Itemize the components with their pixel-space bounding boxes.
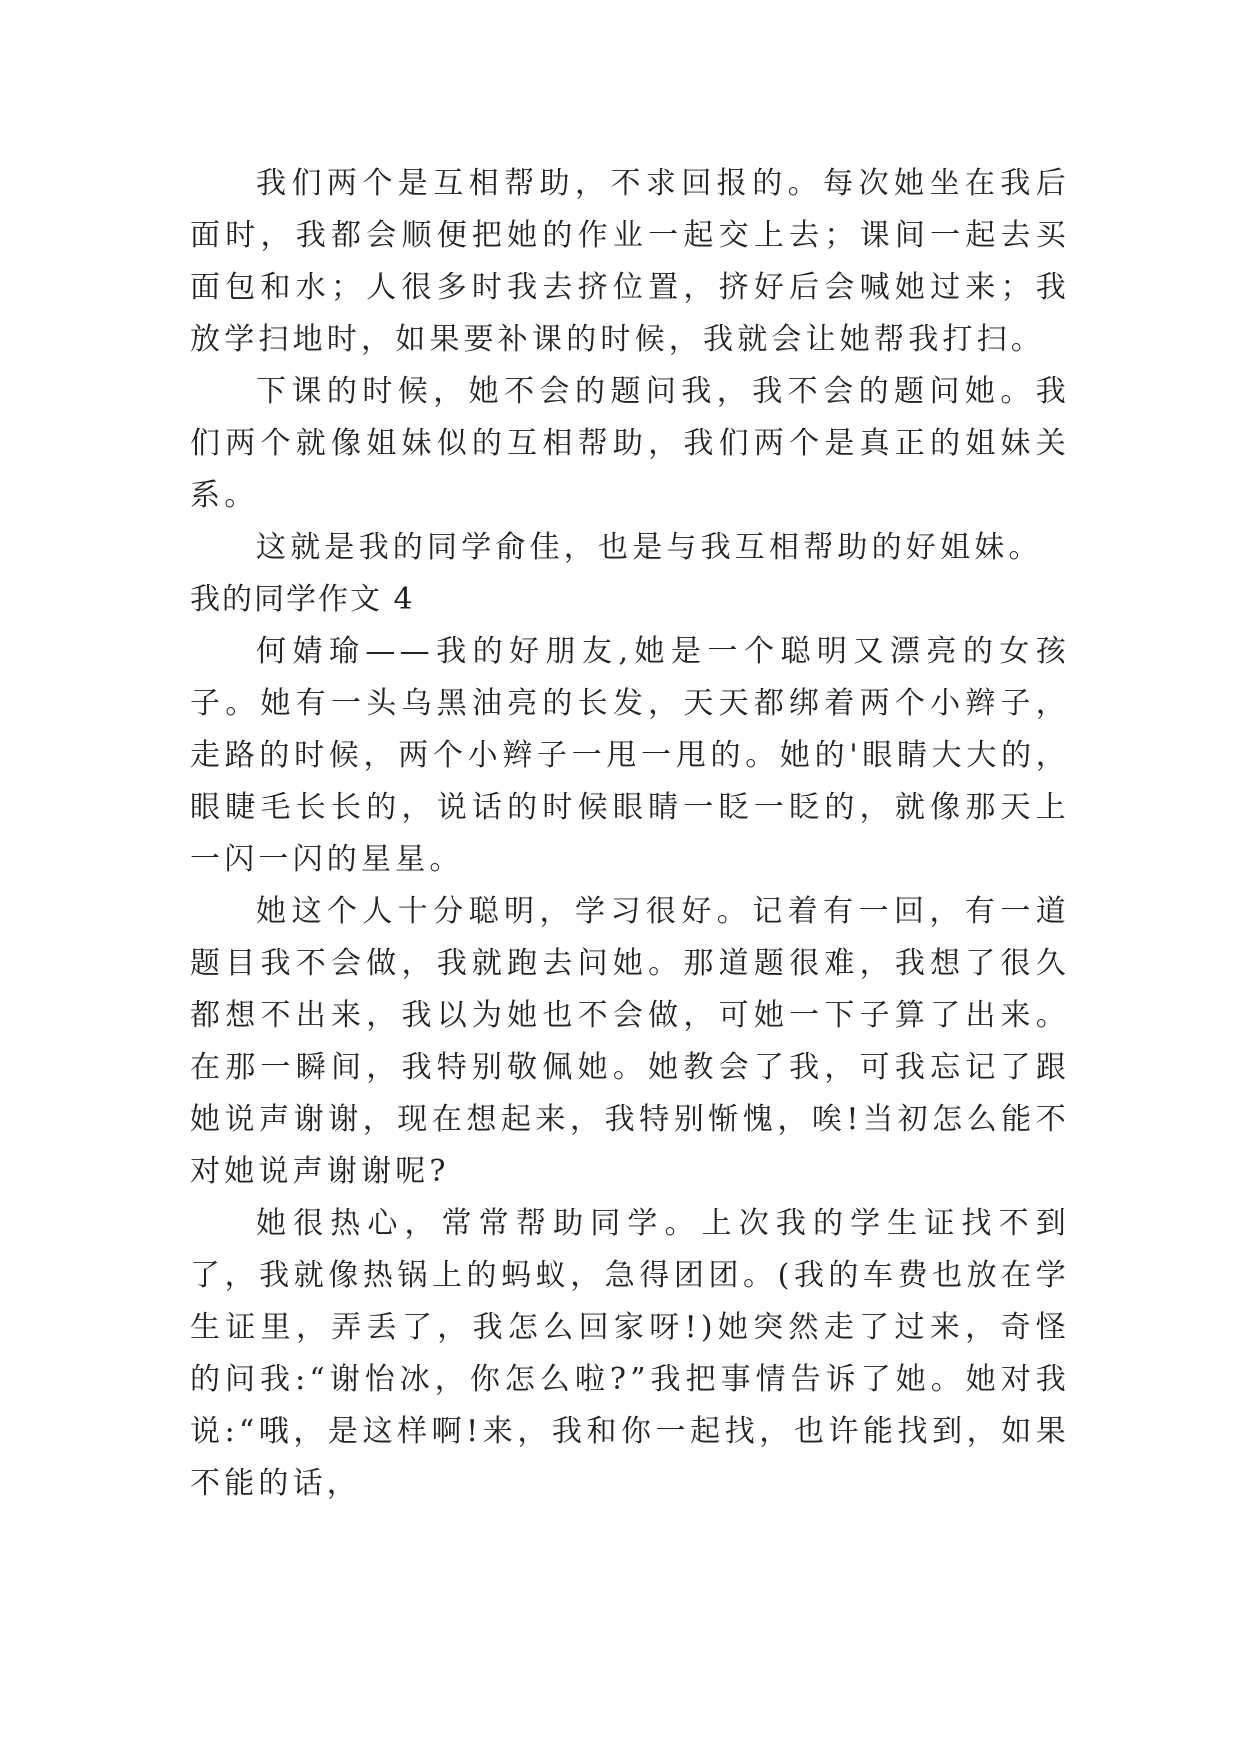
paragraph-after-class: 下课的时候，她不会的题问我，我不会的题问她。我们两个就像姐妹似的互相帮助，我们两个是真正的姐妹关系。	[190, 374, 1070, 513]
paragraph-conclusion: 这就是我的同学俞佳，也是与我互相帮助的好姐妹。	[256, 530, 1043, 565]
paragraph-helpful: 她很热心，常常帮助同学。上次我的学生证找不到了，我就像热锅上的蚂蚁，急得团团。(我的车费也放在学生证里，弄丢了，我怎么回家呀!)她突然走了过来，奇怪的问我:“谢怡冰，你怎么啦?”我把事情告诉了她。她对我说:“哦，是这样啊!来，我和你一起找，也许能找到，如果不能的话，	[190, 1206, 1070, 1501]
essay-heading: 我的同学作文 4	[190, 582, 415, 617]
paragraph-smart: 她这个人十分聪明，学习很好。记着有一回，有一道题目我不会做，我就跑去问她。那道题很难，我想了很久都想不出来，我以为她也不会做，可她一下子算了出来。在那一瞬间，我特别敬佩她。她教会了我，可我忘记了跟她说声谢谢，现在想起来，我特别惭愧，唉!当初怎么能不对她说声谢谢呢?	[190, 894, 1070, 1189]
document-body	[190, 158, 1070, 1510]
paragraph-friend-intro: 何婧瑜——我的好朋友,她是一个聪明又漂亮的女孩子。她有一头乌黑油亮的长发，天天都绑着两个小辫子，走路的时候，两个小辫子一甩一甩的。她的'眼睛大大的，眼睫毛长长的，说话的时候眼睛一眨一眨的，就像那天上一闪一闪的星星。	[190, 634, 1070, 877]
paragraph-help-each-other: 我们两个是互相帮助，不求回报的。每次她坐在我后面时，我都会顺便把她的作业一起交上去；课间一起去买面包和水；人很多时我去挤位置，挤好后会喊她过来；我放学扫地时，如果要补课的时候，我就会让她帮我打扫。	[190, 166, 1070, 357]
